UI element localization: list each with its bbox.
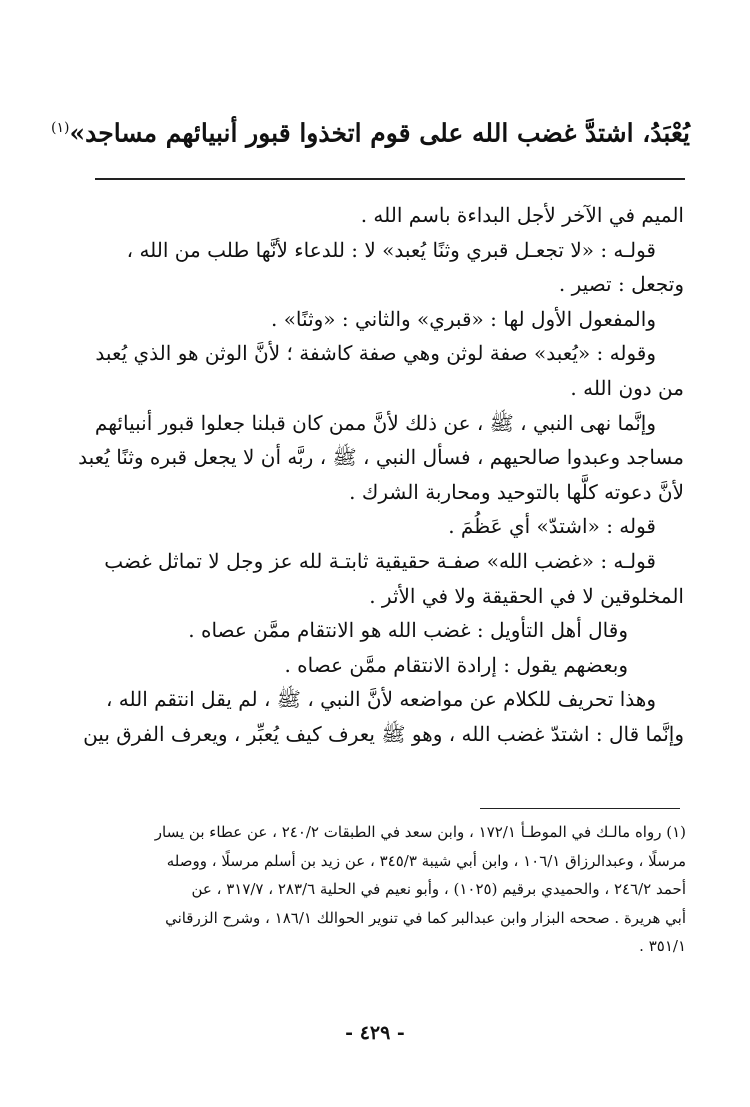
hadith-header	[51, 108, 690, 153]
footnote-line: أبي هريرة . صححه البزار وابن عبدالبر كما في تنوير الحوالك ١٨٦/١ ، وشرح الزرقاني	[165, 908, 686, 927]
body-line: وإنَّما قال : اشتدّ غضب الله ، وهو ﷺ يعرف كيف يُعبِّر ، ويعرف الفرق بين	[83, 721, 684, 746]
footnote-line: ٣٥١/١ .	[639, 937, 686, 955]
body-line: وبعضهم يقول : إرادة الانتقام ممَّن عصاه .	[284, 652, 628, 677]
footnote-reference: (١)	[51, 120, 70, 136]
body-line: والمفعول الأول لها : «قبري» والثاني : «وثنًا» .	[270, 306, 656, 331]
body-line: لأنَّ دعوته كلَّها بالتوحيد ومحاربة الشرك .	[349, 479, 684, 504]
body-line: قوله : «اشتدّ» أي عَظُمَ .	[448, 514, 656, 539]
body-line: قولـه : «لا تجعـل قبري وثنًا يُعبد» لا : للدعاء لأنَّها طلب من الله ،	[126, 237, 656, 262]
body-line: وقوله : «يُعبد» صفة لوثن وهي صفة كاشفة ؛ لأنَّ الوثن هو الذي يُعبد	[95, 341, 656, 366]
body-line: المخلوقين لا في الحقيقة ولا في الأثر .	[369, 583, 684, 608]
body-line: وتجعل : تصير .	[558, 272, 684, 297]
body-line: وهذا تحريف للكلام عن مواضعه لأنَّ النبي ، ﷺ ، لم يقل انتقم الله ،	[105, 687, 656, 712]
footnote-line: (١) رواه مالـك في الموطـأ ١٧٢/١ ، وابن سعد في الطبقات ٢٤٠/٢ ، عن عطاء بن يسار	[154, 823, 686, 841]
page-number: - ٤٢٩ -	[345, 1022, 405, 1044]
body-line: من دون الله .	[570, 375, 684, 400]
body-line: قولـه : «غضب الله» صفـة حقيقية ثابتـة لله عز وجل لا تماثل غضب	[104, 548, 656, 573]
footnote-divider	[480, 808, 680, 809]
footnote-line: أحمد ٢٤٦/٢ ، والحميدي برقيم (١٠٢٥) ، وأبو نعيم في الحلية ٢٨٣/٦ ، ٣١٧/٧ ، عن	[191, 880, 686, 898]
header-divider	[95, 178, 685, 180]
body-line: الميم في الآخر لأجل البداءة باسم الله .	[360, 203, 684, 227]
hadith-header-text: يُعْبَدُ، اشتدَّ غضب الله على قوم اتخذوا قبور أنبيائهم مساجد»	[69, 118, 690, 148]
body-line: مساجد وعبدوا صالحيهم ، فسأل النبي ، ﷺ ، ربَّه أن لا يجعل قبره وثنًا يُعبد	[78, 445, 684, 470]
body-line: وإنَّما نهى النبي ، ﷺ ، عن ذلك لأنَّ ممن كان قبلنا جعلوا قبور أنبيائهم	[94, 410, 656, 435]
footnote-line: مرسلًا ، وعبدالرزاق ١٠٦/١ ، وابن أبي شيبة ٣٤٥/٣ ، عن زيد بن أسلم مرسلًا ، ووصله	[166, 851, 686, 870]
body-line: وقال أهل التأويل : غضب الله هو الانتقام ممَّن عصاه .	[188, 618, 628, 643]
commentary-body	[72, 198, 684, 752]
footnotes	[72, 818, 686, 961]
